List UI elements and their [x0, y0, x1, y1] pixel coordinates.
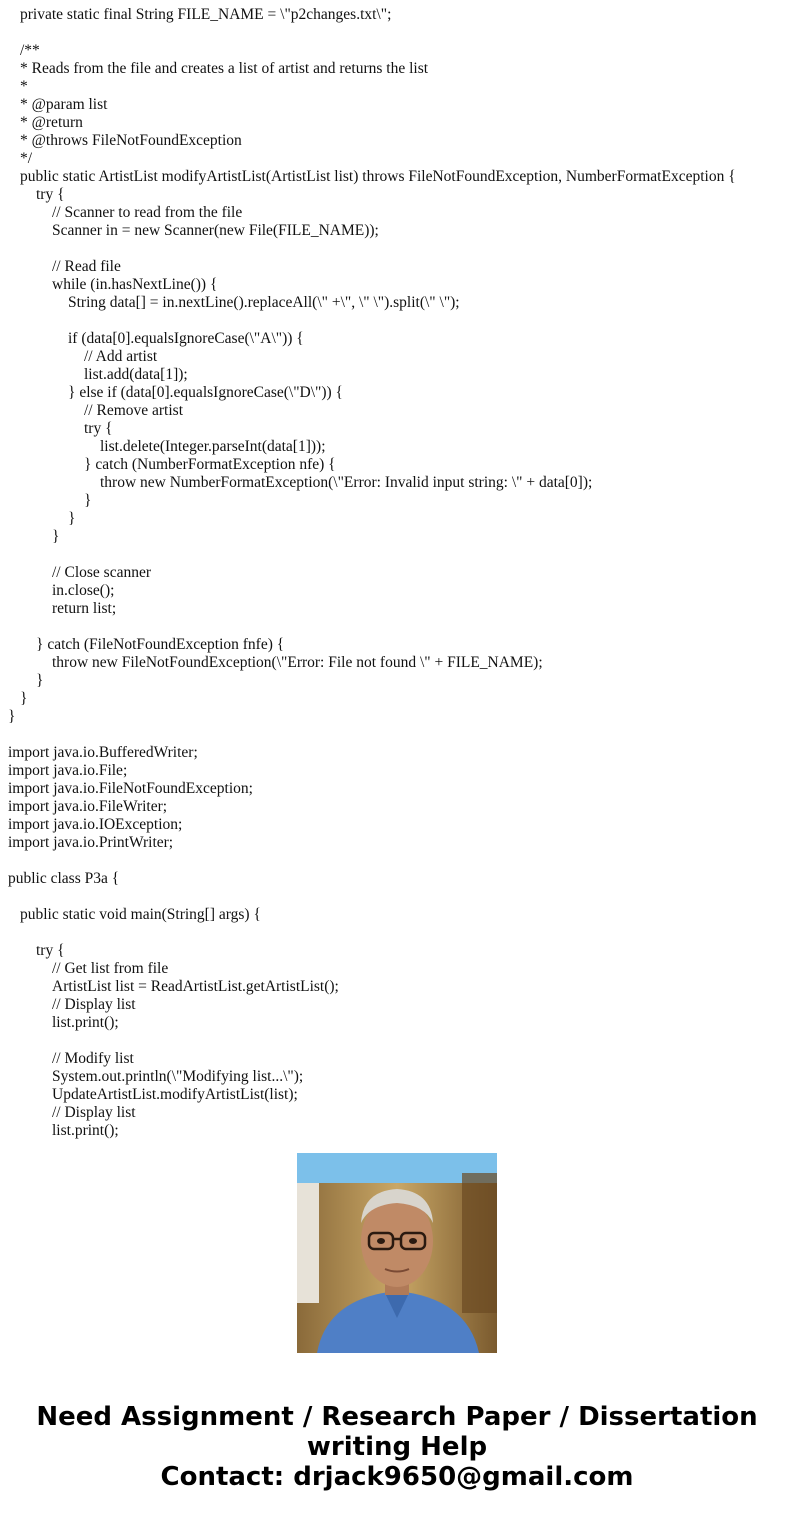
avatar: [297, 1153, 497, 1353]
code-line: Scanner in = new Scanner(new File(FILE_NAME));: [52, 222, 379, 239]
footer-line-1: Need Assignment / Research Paper / Dissertation: [36, 1402, 758, 1432]
code-line: ArtistList list = ReadArtistList.getArtistList();: [52, 978, 339, 995]
code-line: public class P3a {: [8, 870, 120, 887]
code-line: * @param list: [20, 96, 108, 113]
code-line: try {: [36, 186, 65, 203]
code-line: }: [36, 672, 44, 689]
code-line: }: [68, 510, 76, 527]
code-line: while (in.hasNextLine()) {: [52, 276, 218, 293]
code-line: in.close();: [52, 582, 115, 599]
code-line: // Display list: [52, 996, 136, 1013]
contact-footer: [0, 1402, 794, 1492]
code-line: list.print();: [52, 1122, 119, 1139]
code-line: } catch (NumberFormatException nfe) {: [84, 456, 336, 473]
code-line: // Get list from file: [52, 960, 169, 977]
code-line: list.add(data[1]);: [84, 366, 188, 383]
code-line: String data[] = in.nextLine().replaceAll(\" +\", \" \").split(\" \");: [68, 294, 460, 311]
code-line: throw new NumberFormatException(\"Error: Invalid input string: \" + data[0]);: [100, 474, 593, 491]
code-line: // Add artist: [84, 348, 158, 365]
code-line: // Close scanner: [52, 564, 152, 581]
person-photo-icon: [297, 1153, 497, 1353]
code-line: // Read file: [52, 258, 121, 275]
footer-line-2: writing Help: [306, 1432, 488, 1462]
code-line: */: [20, 150, 33, 167]
code-line: import java.io.IOException;: [8, 816, 183, 833]
code-line: import java.io.File;: [8, 762, 128, 779]
code-line: // Remove artist: [84, 402, 184, 419]
code-line: private static final String FILE_NAME = \"p2changes.txt\";: [20, 6, 392, 23]
code-line: public static ArtistList modifyArtistList(ArtistList list) throws FileNotFoundException, NumberFormatException {: [20, 168, 736, 185]
code-line: return list;: [52, 600, 117, 617]
code-line: System.out.println(\"Modifying list...\");: [52, 1068, 304, 1085]
footer-line-3: Contact: drjack9650@gmail.com: [160, 1462, 634, 1492]
code-line: * Reads from the file and creates a list of artist and returns the list: [20, 60, 429, 77]
code-line: * @throws FileNotFoundException: [20, 132, 242, 149]
code-line: /**: [20, 42, 40, 59]
code-line: try {: [84, 420, 113, 437]
code-line: } else if (data[0].equalsIgnoreCase(\"D\")) {: [68, 384, 343, 401]
code-line: throw new FileNotFoundException(\"Error: File not found \" + FILE_NAME);: [52, 654, 543, 671]
code-line: import java.io.BufferedWriter;: [8, 744, 198, 761]
code-line: try {: [36, 942, 65, 959]
code-line: }: [20, 690, 28, 707]
code-line: // Display list: [52, 1104, 136, 1121]
code-line: }: [8, 708, 16, 725]
code-line: UpdateArtistList.modifyArtistList(list);: [52, 1086, 298, 1103]
code-line: // Scanner to read from the file: [52, 204, 243, 221]
code-line: import java.io.FileWriter;: [8, 798, 168, 815]
code-line: // Modify list: [52, 1050, 134, 1067]
code-line: *: [20, 78, 28, 95]
code-line: public static void main(String[] args) {: [20, 906, 261, 923]
code-line: list.delete(Integer.parseInt(data[1]));: [100, 438, 326, 455]
code-line: import java.io.PrintWriter;: [8, 834, 174, 851]
code-line: } catch (FileNotFoundException fnfe) {: [36, 636, 285, 653]
code-line: list.print();: [52, 1014, 119, 1031]
code-line: }: [84, 492, 92, 509]
code-line: * @return: [20, 114, 83, 131]
code-line: import java.io.FileNotFoundException;: [8, 780, 253, 797]
code-line: }: [52, 528, 60, 545]
code-line: if (data[0].equalsIgnoreCase(\"A\")) {: [68, 330, 304, 347]
